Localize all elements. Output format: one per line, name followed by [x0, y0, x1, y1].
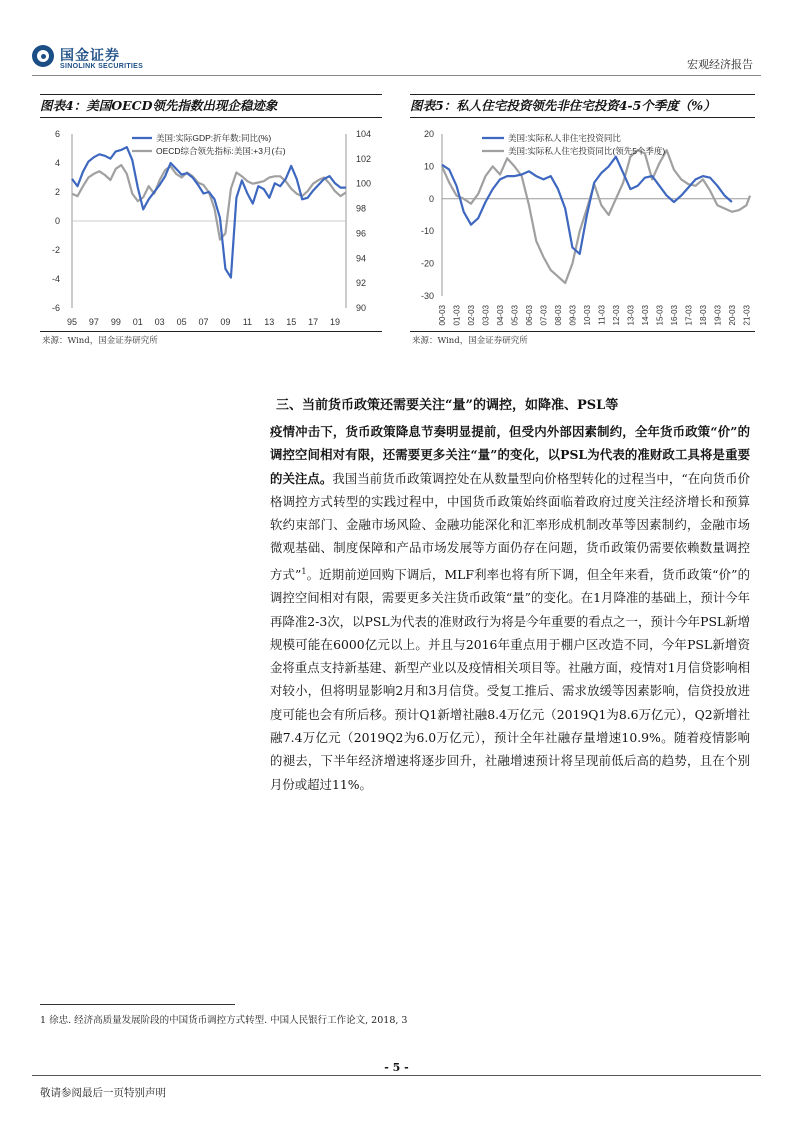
footnote-divider	[40, 1004, 235, 1005]
x-tick-label: 09	[220, 317, 231, 327]
paragraph-bold-lead: 疫情冲击下，货币政策降息节奏明显提前，但受内外部因素制约，全年货币政策“价”的调控空间相对有限，还需要更多关注“量”的变化，以PSL为代表的准财政工具将是重要的关注点。	[270, 424, 750, 486]
y-tick-label: -20	[420, 258, 434, 269]
x-tick-label: 17-03	[684, 305, 694, 326]
x-tick-label: 04-03	[495, 305, 505, 326]
x-tick-label: 18-03	[698, 305, 708, 326]
y-right-tick-label: 92	[356, 278, 367, 289]
x-tick-label: 97	[88, 317, 99, 327]
y-left-tick-label: 6	[54, 129, 60, 139]
paragraph-text-continued: 。近期前逆回购下调后，MLF利率也将有所下调，但全年来看，货币政策“价”的调控空间相对有限，需要更多关注货币政策“量”的变化。在1月降准的基础上，预计今年再降准2-3次，以PSL为代表的准财政行为将是今年重要的看点之一，预计今年PSL新增规模可能在6000亿元以上。并且与2016年重点用于棚户区改造不同，今年PSL新增资金将重点支持新基建、新型产业以及疫情相关项目等。社融方面，疫情对1月信贷影响相对较小，但将明显影响2月和3月信贷。受复工推后、需求放缓等因素影响，信贷投放进度可能也会有所后移。预计Q1新增社融8.4万亿元（2019Q1为8.6万亿元），Q2新增社融7.4万亿元（2019Q2为6.0万亿元），预计全年社融存量增速10.9%。随着疫情影响的褪去，下半年经济增速将逐步回升，社融增速预计将呈现前低后高的趋势，且在个别月份或超过11%。	[270, 566, 750, 792]
x-tick-label: 12-03	[611, 305, 621, 326]
y-right-tick-label: 98	[356, 203, 367, 214]
x-tick-label: 20-03	[727, 305, 737, 326]
y-tick-label: -30	[420, 291, 434, 301]
x-tick-label: 16-03	[669, 305, 679, 326]
y-tick-label: 0	[428, 193, 434, 204]
legend-label: 美国:实际私人住宅投资同比(领先5个季度)	[508, 146, 666, 156]
y-tick-label: 20	[423, 129, 434, 139]
footer-divider	[32, 1075, 761, 1076]
footer-disclaimer: 敬请参阅最后一页特别声明	[40, 1087, 166, 1099]
x-tick-label: 95	[66, 317, 78, 327]
y-right-tick-label: 102	[356, 153, 372, 164]
figure-5-chart	[410, 120, 760, 332]
y-left-tick-label: -2	[51, 245, 60, 255]
report-type: 宏观经济报告	[687, 58, 753, 71]
x-tick-label: 06-03	[524, 305, 534, 326]
x-tick-label: 02-03	[466, 305, 476, 326]
figure-4-chart	[40, 120, 390, 330]
x-tick-label: 17	[308, 317, 319, 327]
figure-4-source: 来源：Wind，国金证券研究所	[42, 336, 158, 346]
paragraph-text: 我国当前货币政策调控处在从数量型向价格型转化的过程当中，“在向货币价格调控方式转型的实践过程中，中国货币政策始终面临着政府过度关注经济增长和预算软约束部门、金融市场风险、金融功能深化和汇率形成机制改革等因素制约，金融市场微观基础、制度保障和产品市场发展等方面仍存在问题，货币政策仍需要依赖数量调控方式”	[270, 470, 750, 582]
figure-5-caption: 图表5：私人住宅投资领先非住宅投资4-5个季度（%）	[410, 94, 755, 118]
x-tick-label: 07	[198, 317, 209, 327]
y-left-tick-label: 2	[54, 187, 60, 197]
x-tick-label: 19	[330, 317, 341, 327]
footnote-ref: 1	[301, 566, 307, 576]
y-right-tick-label: 96	[356, 228, 367, 239]
logo-text-cn: 国金证券	[60, 48, 120, 64]
y-tick-label: -10	[420, 226, 434, 237]
y-right-tick-label: 90	[356, 303, 367, 313]
x-tick-label: 13	[264, 317, 275, 327]
figure-5-bottom-rule	[410, 331, 755, 332]
y-right-tick-label: 100	[356, 178, 372, 189]
page-number: - 5 -	[384, 1061, 409, 1074]
x-tick-label: 08-03	[553, 305, 563, 326]
y-right-tick-label: 94	[356, 253, 367, 264]
x-tick-label: 05-03	[510, 305, 520, 326]
y-tick-label: 10	[423, 161, 434, 172]
x-tick-label: 03	[154, 317, 165, 327]
section-title: 三、当前货币政策还需要关注“量”的调控，如降准、PSL等	[276, 398, 619, 413]
figure-4-caption: 图表4：美国OECD领先指数出现企稳迹象	[40, 94, 382, 118]
x-tick-label: 15	[286, 317, 297, 327]
logo-text-en: SINOLINK SECURITIES	[60, 63, 144, 70]
section-paragraph	[270, 420, 750, 796]
x-tick-label: 21-03	[742, 305, 752, 326]
x-tick-label: 13-03	[626, 305, 636, 326]
x-tick-label: 15-03	[655, 305, 665, 326]
y-left-tick-label: 0	[54, 216, 60, 226]
x-tick-label: 01-03	[452, 305, 462, 326]
series-line	[72, 165, 346, 240]
x-tick-label: 99	[110, 317, 121, 327]
y-left-tick-label: 4	[54, 158, 60, 168]
series-line	[72, 147, 346, 278]
x-tick-label: 11	[242, 317, 253, 327]
y-right-tick-label: 104	[356, 129, 372, 139]
figure-5-source: 来源：Wind，国金证券研究所	[412, 336, 528, 346]
header-divider	[32, 75, 761, 76]
y-left-tick-label: -6	[51, 303, 60, 313]
series-line	[442, 150, 750, 283]
y-left-tick-label: -4	[51, 274, 60, 284]
x-tick-label: 00-03	[438, 305, 447, 326]
logo-icon	[32, 45, 54, 67]
legend-label: OECD综合领先指标:美国:+3月(右)	[156, 146, 286, 156]
x-tick-label: 11-03	[597, 305, 607, 325]
legend-label: 美国:实际私人非住宅投资同比	[508, 133, 621, 143]
x-tick-label: 07-03	[539, 305, 549, 326]
legend-label: 美国:实际GDP:折年数:同比(%)	[156, 133, 272, 143]
x-tick-label: 14-03	[640, 305, 650, 326]
x-tick-label: 05	[176, 317, 187, 327]
x-tick-label: 03-03	[481, 305, 491, 326]
x-tick-label: 19-03	[713, 305, 723, 326]
x-tick-label: 09-03	[568, 305, 578, 326]
x-tick-label: 10-03	[582, 305, 592, 326]
footnote: 1 徐忠. 经济高质量发展阶段的中国货币调控方式转型. 中国人民银行工作论文, 2018, 3	[40, 1015, 408, 1026]
figure-4-bottom-rule	[40, 331, 382, 332]
x-tick-label: 01	[132, 317, 143, 327]
